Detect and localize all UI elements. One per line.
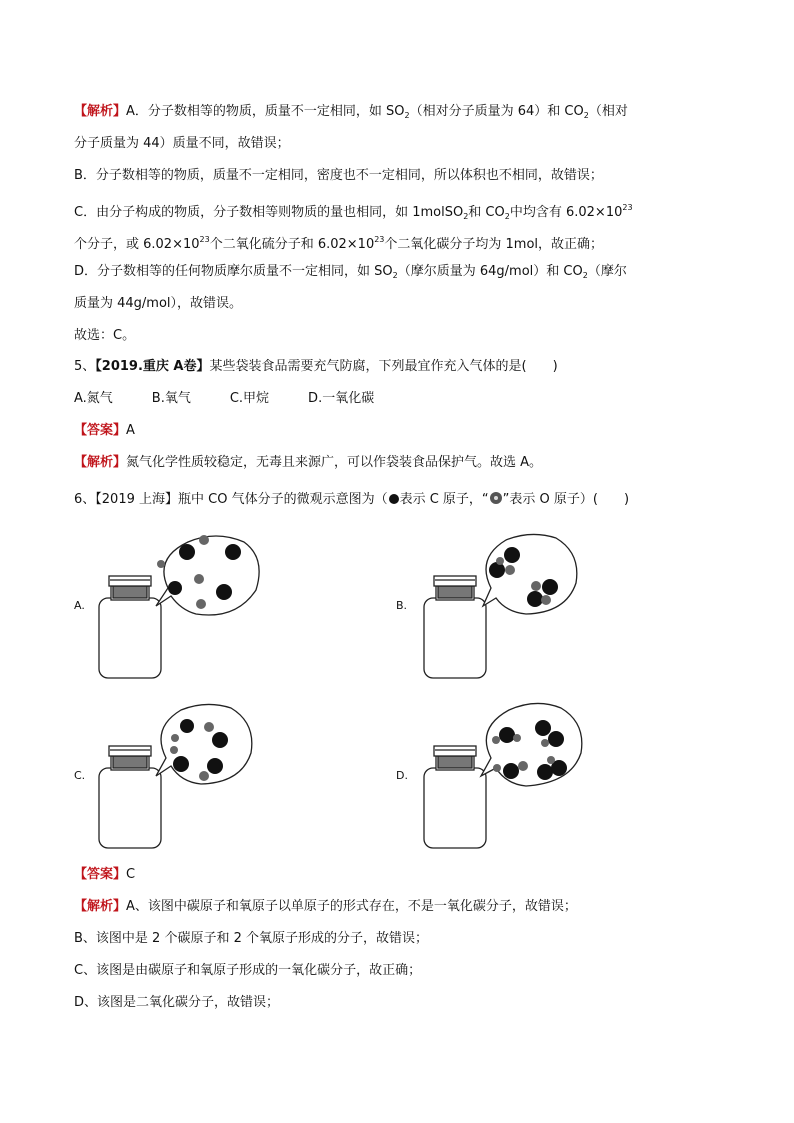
option-a-label: A. — [74, 599, 85, 612]
explain4-c2: 个分子，或 $6.02\times 10^{23}$个二氧化硫分子和 $6.02\times 10^{23}$个二氧化碳分子均为 1mol，故正确； — [74, 235, 604, 252]
speech-bubble — [156, 536, 259, 615]
option-b-label: B. — [396, 599, 408, 612]
gas-bottle — [99, 576, 161, 678]
option-d-label: D. — [396, 769, 408, 782]
q5-answer: 【答案】A — [74, 423, 135, 438]
option-d-figure — [421, 698, 591, 853]
q6-explain-d: D、该图是二氧化碳分子，故错误； — [74, 995, 280, 1010]
q5-explain: 【解析】氮气化学性质较稳定，无毒且来源广，可以作袋装食品保护气。故选 A。 — [74, 455, 543, 470]
q5-options: A.氮气 B.氧气 C.甲烷 D.一氧化碳 — [74, 391, 375, 406]
option-c-figure — [96, 698, 266, 853]
explain4-c1: C．由分子构成的物质，分子数相等则物质的量也相同，如 1molSO$_2$和 $CO_2$中均含有 $6.02\times 10^{23}$ — [74, 203, 633, 221]
q6-explain-b: B、该图中是 2 个碳原子和 2 个氧原子形成的分子，故错误； — [74, 931, 428, 946]
explain4-d1: D．分子数相等的任何物质摩尔质量不一定相同，如 $SO_2$（摩尔质量为 64g/mol）和 $CO_2$（摩尔 — [74, 264, 627, 280]
explain-tag: 【解析】 — [74, 104, 127, 119]
explain4-d2: 质量为 44g/mol），故错误。 — [74, 296, 243, 311]
speech-bubble — [481, 703, 582, 786]
q5-stem: 5、【2019.重庆 A卷】某些袋装食品需要充气防腐，下列最宜作充入气体的是( ) — [74, 359, 558, 374]
explain4-choose: 故选：C。 — [74, 328, 136, 343]
explain4-line2: 分子质量为 44）质量不同，故错误； — [74, 136, 290, 151]
option-a-figure — [96, 528, 266, 683]
option-c-label: C. — [74, 769, 86, 782]
option-b-figure — [421, 528, 591, 683]
q6-explain-c: C、该图是由碳原子和氧原子形成的一氧化碳分子，故正确； — [74, 963, 422, 978]
explain4-b: B．分子数相等的物质，质量不一定相同，密度也不一定相同，所以体积也不相同，故错误； — [74, 168, 603, 183]
q6-answer: 【答案】C — [74, 867, 136, 882]
oxygen-atom-icon — [489, 491, 503, 505]
q6-stem: 6、【2019 上海】瓶中 CO 气体分子的微观示意图为（ 表示 C 原子，“ ”表示 O 原子）( ) — [74, 492, 630, 507]
q6-explain-a: 【解析】A、该图中碳原子和氧原子以单原子的形式存在，不是一氧化碳分子，故错误； — [74, 899, 577, 914]
gas-bottle — [424, 576, 486, 678]
gas-bottle — [99, 746, 161, 848]
explain4-line1: 【解析】A．分子数相等的物质，质量不一定相同，如 $SO_2$（相对分子质量为 64）和 $CO_2$（相对 — [74, 104, 628, 120]
q5-source: 【2019.重庆 A卷】 — [95, 359, 210, 374]
carbon-atom-icon — [388, 493, 400, 505]
gas-bottle — [424, 746, 486, 848]
q6-source: 【2019 上海】 — [95, 492, 178, 507]
